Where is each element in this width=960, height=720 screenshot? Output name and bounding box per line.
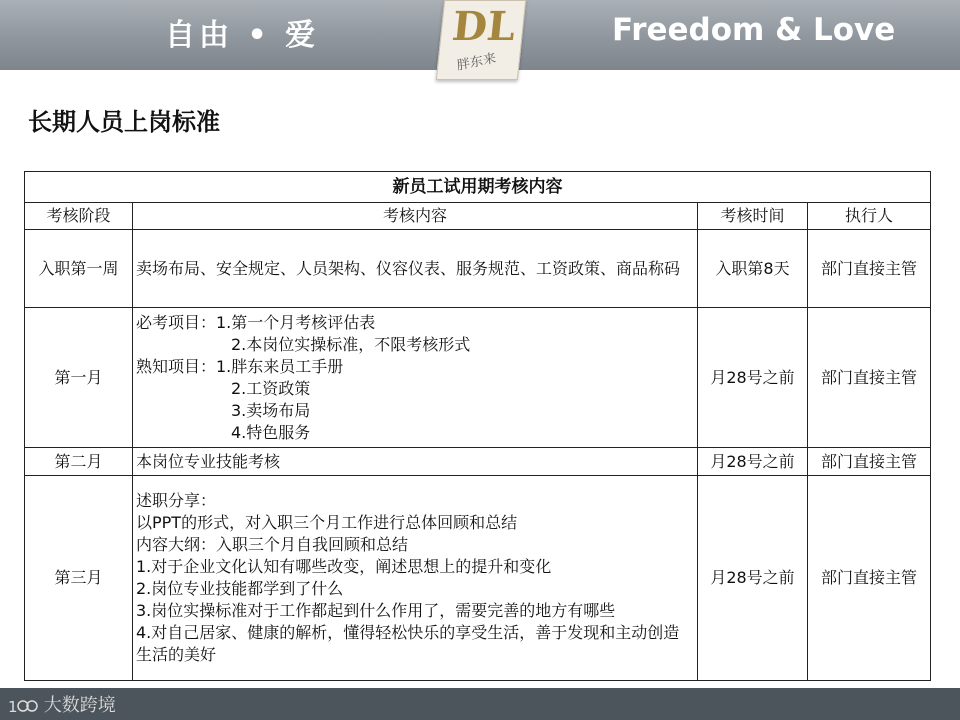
content-line: 熟知项目：1.胖东来员工手册 bbox=[136, 356, 344, 376]
watermark-text: 大数跨境 bbox=[43, 695, 116, 716]
page-title: 长期人员上岗标准 bbox=[28, 108, 220, 136]
row-executor: 部门直接主管 bbox=[808, 448, 931, 476]
svg-text:1: 1 bbox=[8, 698, 18, 716]
logo-mark: DL bbox=[449, 3, 518, 50]
content-line: 4.特色服务 bbox=[231, 422, 311, 442]
content-line: 必考项目：1.第一个月考核评估表 bbox=[136, 312, 376, 332]
row-content bbox=[133, 230, 698, 308]
row-content bbox=[133, 476, 698, 681]
content-line: 4.对自己居家、健康的解析，懂得轻松快乐的享受生活，善于发现和主动创造生活的美好 bbox=[136, 623, 680, 664]
table-row bbox=[25, 448, 931, 476]
header-content: 考核内容 bbox=[133, 203, 698, 230]
header-banner bbox=[0, 0, 960, 74]
table-row bbox=[25, 476, 931, 681]
row-executor: 部门直接主管 bbox=[808, 308, 931, 448]
header-stage: 考核阶段 bbox=[25, 203, 133, 230]
content-line: 2.岗位专业技能都学到了什么 bbox=[136, 579, 344, 598]
slogan-chinese: 自由 • 爱 bbox=[165, 18, 320, 53]
content-line: 2.本岗位实操标准，不限考核形式 bbox=[231, 334, 471, 354]
header-time: 考核时间 bbox=[698, 203, 808, 230]
row-content bbox=[133, 448, 698, 476]
row-content bbox=[133, 308, 698, 448]
table-caption: 新员工试用期考核内容 bbox=[25, 172, 931, 203]
content-line: 2.工资政策 bbox=[231, 378, 311, 398]
row-stage: 第二月 bbox=[25, 448, 133, 476]
slogan-english: Freedom & Love bbox=[612, 12, 896, 48]
row-stage: 第一月 bbox=[25, 308, 133, 448]
content-line: 卖场布局、安全规定、人员架构、仪容仪表、服务规范、工资政策、商品称码 bbox=[136, 258, 681, 278]
row-stage: 入职第一周 bbox=[25, 230, 133, 308]
row-time: 月28号之前 bbox=[698, 308, 808, 448]
content-line: 1.对于企业文化认知有哪些改变，阐述思想上的提升和变化 bbox=[136, 557, 552, 576]
table-row bbox=[25, 308, 931, 448]
row-time: 月28号之前 bbox=[698, 476, 808, 681]
content-line: 3.岗位实操标准对于工作都起到什么作用了，需要完善的地方有哪些 bbox=[136, 601, 616, 620]
content-line: 3.卖场布局 bbox=[231, 400, 311, 420]
header-executor: 执行人 bbox=[808, 203, 931, 230]
row-stage: 第三月 bbox=[25, 476, 133, 681]
assessment-table bbox=[24, 171, 931, 681]
row-executor: 部门直接主管 bbox=[808, 476, 931, 681]
company-logo bbox=[436, 0, 526, 80]
content-line: 述职分享： bbox=[136, 491, 217, 510]
row-time: 入职第8天 bbox=[698, 230, 808, 308]
content-line: 本岗位专业技能考核 bbox=[136, 451, 281, 471]
watermark bbox=[8, 691, 116, 717]
content-line: 以PPT的形式，对入职三个月工作进行总体回顾和总结 bbox=[136, 513, 518, 532]
content-line: 内容大纲：入职三个月自我回顾和总结 bbox=[136, 535, 409, 554]
logo-subtext: 胖东来 bbox=[456, 51, 497, 74]
row-time: 月28号之前 bbox=[698, 448, 808, 476]
table-header-row bbox=[25, 203, 931, 230]
row-executor: 部门直接主管 bbox=[808, 230, 931, 308]
footer-bar bbox=[0, 688, 960, 720]
table-row bbox=[25, 230, 931, 308]
watermark-logo-icon bbox=[8, 695, 38, 717]
